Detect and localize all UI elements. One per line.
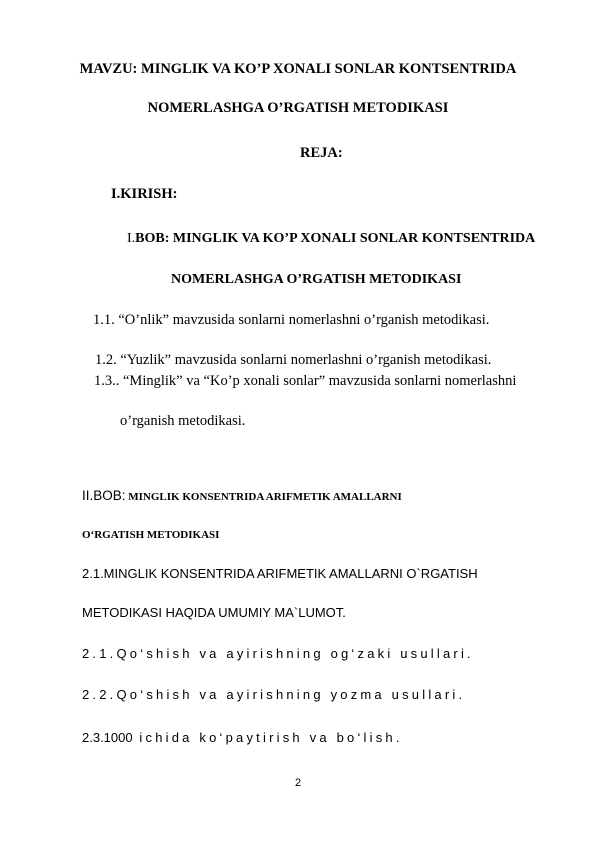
reja-heading: REJA: <box>300 145 343 161</box>
title-line-1: MAVZU: MINGLIK VA KO’P XONALI SONLAR KONTSENTRIDA <box>79 61 517 77</box>
chapter-1-title <box>127 232 535 246</box>
section-2-2-written: 2.2.Qo‘shish va ayirishning yozma usullari. <box>82 687 466 702</box>
page-number: 2 <box>294 777 302 789</box>
section-1-3-line-2: o’rganish metodikasi. <box>120 413 246 429</box>
section-2-1-oral: 2.1.Qo‘shish va ayirishning og‘zaki usullari. <box>82 646 474 661</box>
section-2-3 <box>82 730 403 746</box>
chapter-1-title-line-1: BOB: MINGLIK VA KO’P XONALI SONLAR KONTSENTRIDA <box>135 231 536 246</box>
chapter-2-title-line-2: O‘RGATISH METODIKASI <box>82 529 220 541</box>
title-line-2: NOMERLASHGA O’RGATISH METODIKASI <box>147 100 449 116</box>
section-1-3-line-1: 1.3.. “Minglik” va “Ko’p xonali sonlar” mavzusida sonlarni nomerlashni <box>94 373 517 389</box>
section-2-1-line-1: 2.1.MINGLIK KONSENTRIDA ARIFMETIK AMALLARNI O`RGATISH <box>82 566 478 581</box>
chapter-2-prefix: II.BOB: <box>82 488 126 503</box>
kirish-heading: I.KIRISH: <box>111 186 178 202</box>
chapter-2-title-line-1: MINGLIK KONSENTRIDA ARIFMETIK AMALLARNI <box>125 491 402 503</box>
section-2-3-text: ichida ko‘paytirish va bo‘lish. <box>132 730 403 745</box>
section-2-1-line-2: METODIKASI HAQIDA UMUMIY MA`LUMOT. <box>82 605 346 620</box>
chapter-1-title-line-2: NOMERLASHGA O’RGATISH METODIKASI <box>171 272 462 287</box>
chapter-2-title <box>82 488 402 504</box>
section-1-1: 1.1. “O’nlik” mavzusida sonlarni nomerlashni o’rganish metodikasi. <box>93 312 490 328</box>
section-1-2: 1.2. “Yuzlik” mavzusida sonlarni nomerlashni o’rganish metodikasi. <box>95 352 492 368</box>
section-2-3-number: 2.3.1000 <box>82 730 133 745</box>
chapter-1-number: I. <box>127 231 136 246</box>
